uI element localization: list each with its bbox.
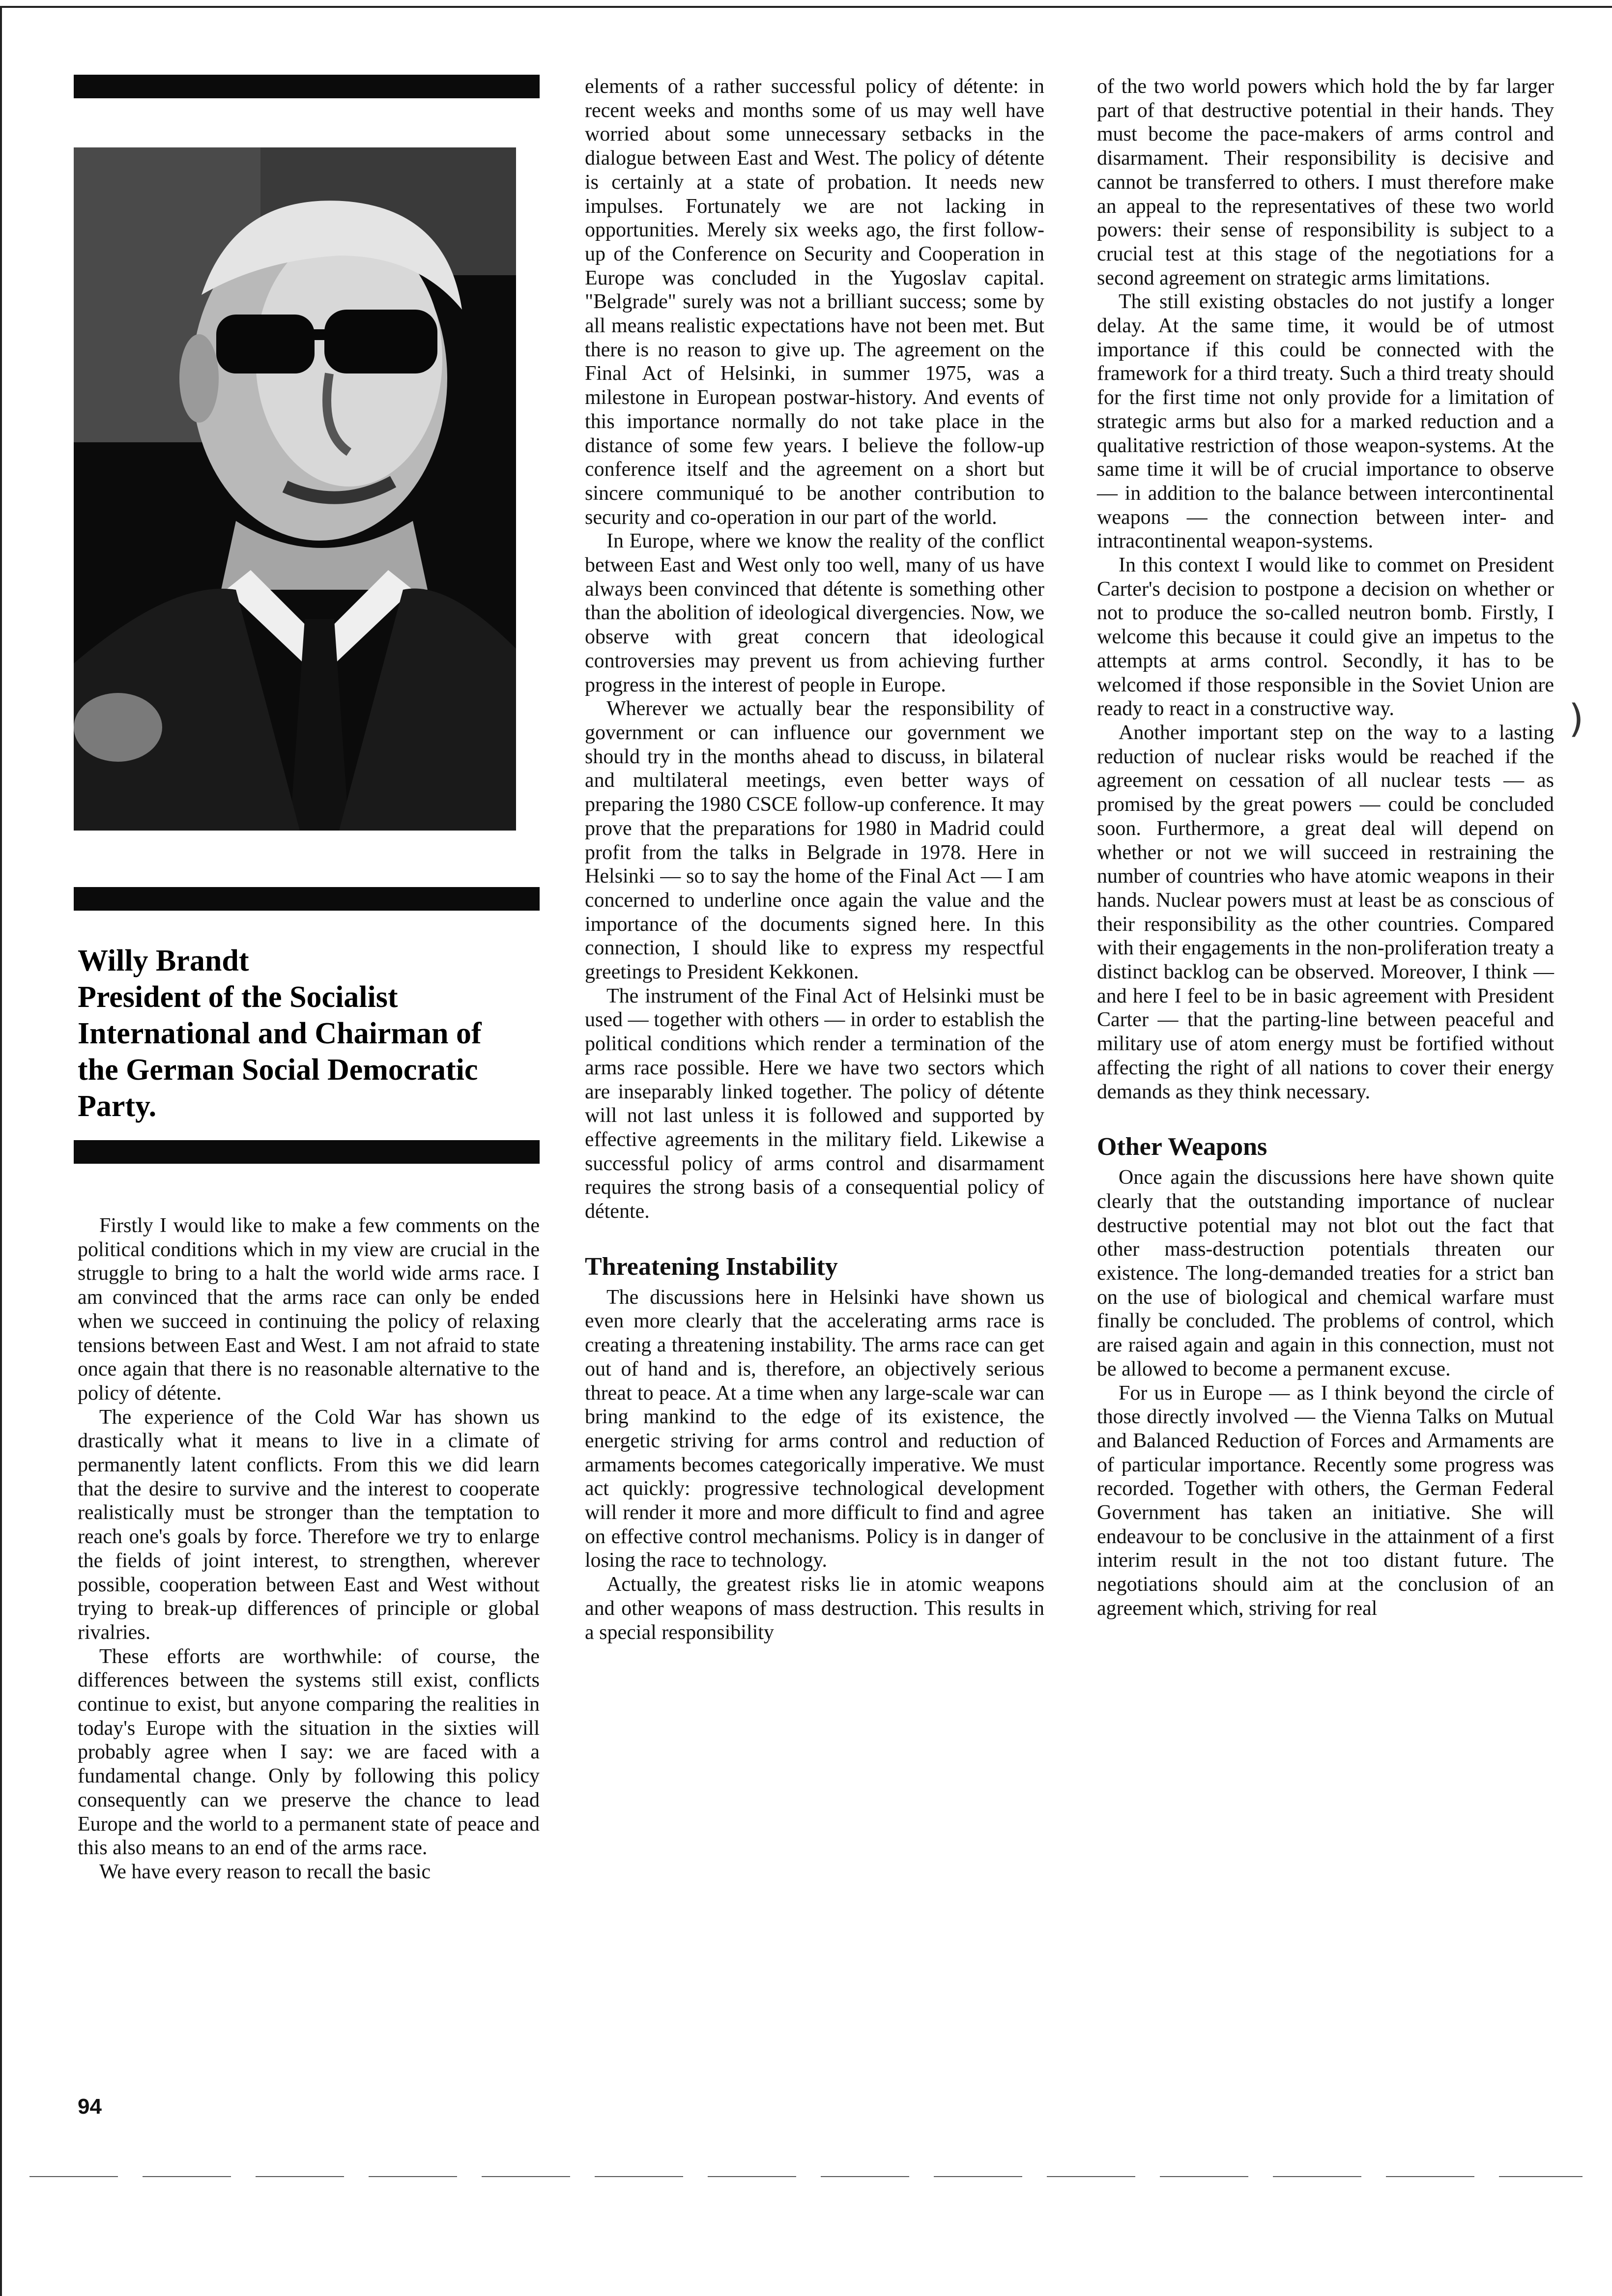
paragraph: The instrument of the Final Act of Helsinki must be used — together with others — in order to establish the political conditions which render a termination of the arms race possible. Here we have two sectors which are inseparably linked together. The policy of détente will not last unless it is followed and supported by effective agreements in the military field. Likewise a successful policy of arms control and disarmament requires the strong basis of a consequential policy of détente.	[585, 984, 1044, 1223]
paragraph: The discussions here in Helsinki have shown us even more clearly that the accelerating arms race is creating a threatening instability. The arms race can get out of hand and is, therefore, an objectively serious threat to peace. At a time when any large-scale war can bring mankind to the edge of its existence, the energetic striving for arms control and reduction of armaments becomes categorically imperative. We must act quickly: progressive technological development will render it more and more difficult to find and agree on effective control mechanisms. Policy is in danger of losing the race to technology.	[585, 1286, 1044, 1572]
section-heading: Other Weapons	[1097, 1133, 1267, 1161]
paragraph: In this context I would like to commet on President Carter's decision to postpone a decision on whether or not to produce the so-called neutron bomb. Firstly, I welcome this because it could give an impetus to the attempts at arms control. Secondly, it has to be welcomed if those responsible in the Soviet Union are ready to react in a constructive way.	[1097, 554, 1554, 720]
paragraph: Wherever we actually bear the responsibility of government or can influence our government we should try in the months ahead to discuss, in bilateral and multilateral meetings, even better ways of preparing the 1980 CSCE follow-up conference. It may prove that the preparations for 1980 in Madrid could profit from the talks in Belgrade in 1978. Here in Helsinki — so to say the home of the Final Act — I am concerned to underline once again the value and the importance of the documents signed here. In this connection, I should like to express my respectful greetings to President Kekkonen.	[585, 697, 1044, 984]
paragraph: We have every reason to recall the basic	[99, 1860, 431, 1883]
paragraph: In Europe, where we know the reality of the conflict between East and West only too well, many of us have always been convinced that détente is something other than the abolition of ideological divergencies. Now, we observe with great concern that ideological controversies may prevent us from achieving further progress in the interest of people in Europe.	[585, 530, 1044, 696]
paragraph: of the two world powers which hold the by far larger part of that destructive potential in their hands. They must become the pace-makers of arms control and disarmament. Their responsibility is decisive and cannot be transferred to others. I must therefore make an appeal to the representatives of these two world powers: their sense of responsibility is subject to a crucial test at this stage of the negotiations for a second agreement on strategic arms limitations.	[1097, 75, 1554, 289]
lower-black-bar	[74, 1140, 540, 1164]
caption-line: President of the Socialist	[78, 980, 398, 1014]
page-frame-top	[0, 6, 1612, 8]
section-heading: Threatening Instability	[585, 1252, 838, 1281]
portrait-image	[74, 147, 516, 831]
caption-line: Party.	[78, 1090, 157, 1123]
column-2	[585, 75, 1044, 1644]
paragraph: For us in Europe — as I think beyond the circle of those directly involved — the Vienna Talks on Mutual and Balanced Reduction of Forces and Armaments are of particular importance. Recently some progress was recorded. Together with others, the German Federal Government has taken an initiative. She will endeavour to be conclusive in the attainment of a first interim result in the not too distant future. The negotiations should aim at the conclusion of an agreement which, striving for real	[1097, 1381, 1554, 1620]
paragraph: The still existing obstacles do not justify a longer delay. At the same time, it would be of utmost importance if this could be connected with the framework for a third treaty. Such a third treaty should for the first time not only provide for a limitation of strategic arms but also for a marked reduction and a qualitative restriction of those weapon-systems. At the same time it will be of crucial importance to observe — in addition to the balance between intercontinental weapons — the connection between inter- and intracontinental weapon-systems.	[1097, 290, 1554, 553]
paragraph: The experience of the Cold War has shown us drastically what it means to live in a climate of permanently latent conflicts. From this we did learn that the desire to survive and the interest to cooperate realistically must be stronger than the temptation to reach one's goals by force. Therefore we try to enlarge the fields of joint interest, to strengthen, wherever possible, cooperation between East and West without trying to break-up differences of principle or global rivalries.	[78, 1406, 540, 1644]
paragraph: These efforts are worthwhile: of course, the differences between the systems still exist, conflicts continue to exist, but anyone comparing the realities in today's Europe with the situation in the sixties will probably agree when I say: we are faced with a fundamental change. Only by following this policy consequently can we preserve the chance to lead Europe and the world to a permanent state of peace and this also means to an end of the arms race.	[78, 1645, 540, 1860]
page-number: 94	[78, 2095, 102, 2119]
paragraph: Actually, the greatest risks lie in atomic weapons and other weapons of mass destruction. This results in a special responsibility	[585, 1573, 1044, 1644]
margin-mark: )	[1569, 697, 1584, 741]
middle-black-bar	[74, 887, 540, 911]
portrait-photo	[74, 147, 516, 831]
column-1	[78, 1214, 540, 1884]
top-black-bar	[74, 75, 540, 98]
page-frame-left	[0, 6, 2, 2296]
paragraph: Once again the discussions here have shown quite clearly that the outstanding importance of nuclear destructive potential may not blot out the fact that other mass-destruction potentials threaten our existence. The long-demanded treaties for a strict ban on the use of biological and chemical warfare must finally be concluded. The problems of control, which are raised again and again in this connection, must not be allowed to become a permanent excuse.	[1097, 1166, 1554, 1380]
caption	[78, 943, 540, 1124]
paragraph: elements of a rather successful policy of détente: in recent weeks and months some of us may well have worried about some unnecessary setbacks in the dialogue between East and West. The policy of détente is certainly at a state of probation. It needs new impulses. Fortunately we are not lacking in opportunities. Merely six weeks ago, the first follow-up of the Conference on Security and Cooperation in Europe was concluded in the Yugoslav capital. "Belgrade" surely was not a brilliant success; some by all means realistic expectations have not been met. But there is no reason to give up. The agreement on the Final Act of Helsinki, in summer 1975, was a milestone in European postwar-history. And events of this importance normally do not take place in the distance of some few years. I believe the follow-up conference itself and the agreement on a short but sincere communiqué to be another contribution to security and co-operation in our part of the world.	[585, 75, 1044, 529]
caption-line: the German Social Democratic	[78, 1053, 478, 1087]
paragraph: Another important step on the way to a lasting reduction of nuclear risks would be reached if the agreement on cessation of all nuclear tests — as promised by the great powers — could be concluded soon. Furthermore, a great deal will depend on whether or not we will succeed in restraining the number of countries who have atomic weapons in their hands. Nuclear powers must at least be as conscious of their responsibility as the other countries. Compared with their engagements in the non-proliferation treaty a distinct backlog can be observed. Moreover, I think — and here I feel to be in basic agreement with President Carter — that the parting-line between peaceful and military use of atom energy must be fortified without affecting the right of all nations to cover their energy demands as they think necessary.	[1097, 721, 1554, 1103]
column-3	[1097, 75, 1554, 1621]
page-frame-bottom	[29, 2176, 1583, 2177]
caption-name: Willy Brandt	[78, 944, 249, 977]
paragraph: Firstly I would like to make a few comments on the political conditions which in my view are crucial in the struggle to bring to a halt the world wide arms race. I am convinced that the arms race can only be ended when we succeed in continuing the policy of relaxing tensions between East and West. I am not afraid to state once again that there is no reasonable alternative to the policy of détente.	[78, 1214, 540, 1405]
caption-line: International and Chairman of	[78, 1017, 482, 1050]
